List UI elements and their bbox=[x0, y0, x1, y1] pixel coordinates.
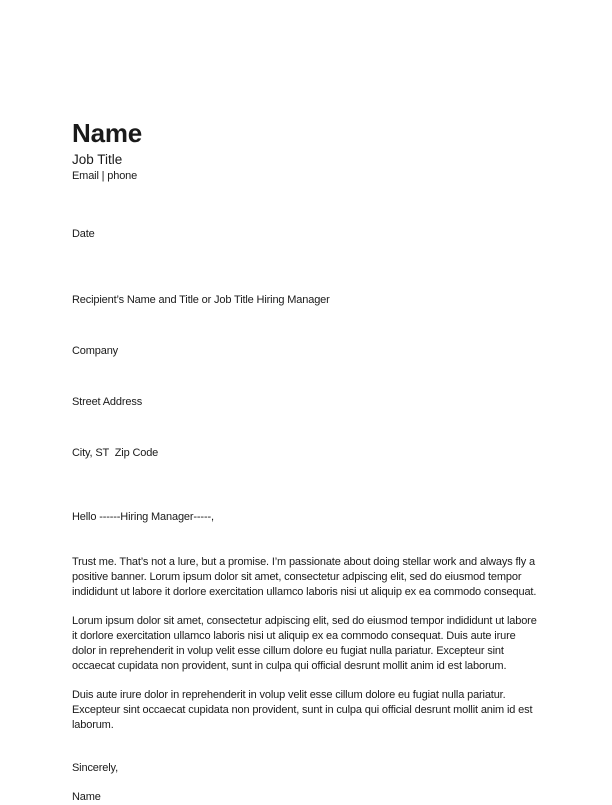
recipient-street-address: Street Address bbox=[72, 396, 143, 408]
sender-name: Name bbox=[72, 118, 143, 148]
recipient-city-state-zip: City, ST Zip Code bbox=[72, 447, 159, 459]
sender-contact: Email | phone bbox=[72, 170, 138, 182]
closing-line: Sincerely, bbox=[72, 762, 118, 774]
date-line: Date bbox=[72, 228, 95, 240]
recipient-name-title: Recipient’s Name and Title or Job Title Hiring Manager bbox=[72, 294, 330, 306]
body-paragraph-3: Duis aute irure dolor in reprehenderit in volup velit esse cillum dolore eu fugiat nulla pariatur. Excepteur sint occaecat cupidata non provident, sunt in culpa qui official desrunt mollit anim id est laborum. bbox=[72, 689, 536, 731]
recipient-block bbox=[72, 257, 540, 497]
greeting-line: Hello ------Hiring Manager-----, bbox=[72, 511, 214, 523]
sender-job-title: Job Title bbox=[72, 152, 123, 167]
body-paragraph-2: Lorum ipsum dolor sit amet, consectetur adpiscing elit, sed do eiusmod tempor indididunt ut labore it dorlore exercitation ullamco laboris nisi ut aliquip ex ea commodo consequat. Duis aute irure dolor in reprehenderit in volup velit esse cillum dolore eu fugiat nulla pariatur. Excepteur sint occaecat cupidata non provident, sunt in culpa qui official desrunt mollit anim id est laborum. bbox=[72, 615, 540, 672]
signature-name: Name bbox=[72, 791, 101, 803]
recipient-company: Company bbox=[72, 345, 119, 357]
body-paragraph-1: Trust me. That’s not a lure, but a promise. I’m passionate about doing stellar work and always fly a positive banner. Lorum ipsum dolor sit amet, consectetur adpiscing elit, sed do eiusmod tempor indididunt ut labore it dorlore exercitation ullamco laboris nisi ut aliquip ex ea commodo consequat. bbox=[72, 556, 538, 598]
